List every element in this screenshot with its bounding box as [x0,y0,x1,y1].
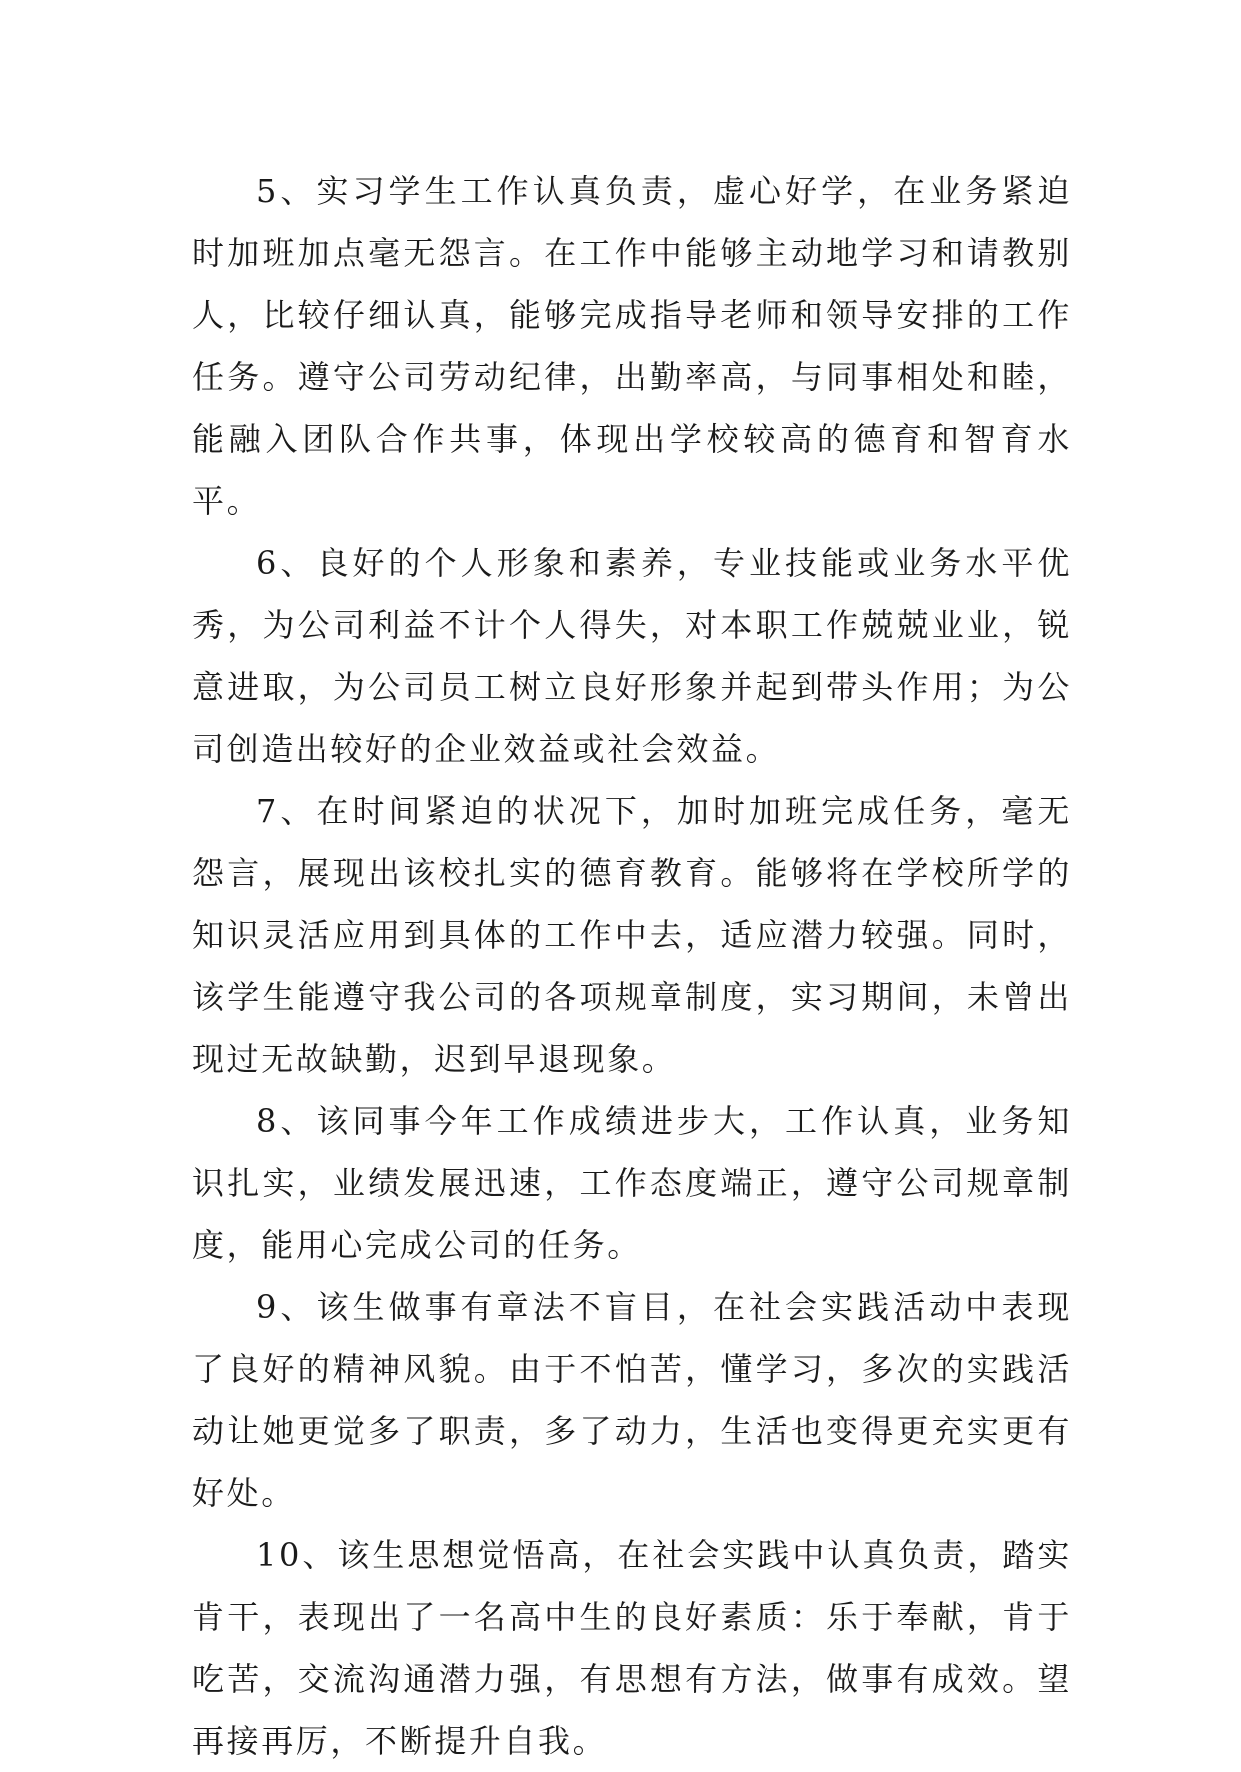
paragraph-9: 9、该生做事有章法不盲目，在社会实践活动中表现了良好的精神风貌。由于不怕苦，懂学习，多次的实践活动让她更觉多了职责，多了动力，生活也变得更充实更有好处。 [192,1288,1072,1512]
paragraph-5: 5、实习学生工作认真负责，虚心好学，在业务紧迫时加班加点毫无怨言。在工作中能够主动地学习和请教别人，比较仔细认真，能够完成指导老师和领导安排的工作任务。遵守公司劳动纪律，出勤率高，与同事相处和睦，能融入团队合作共事，体现出学校较高的德育和智育水平。 [192,172,1072,520]
paragraph-8: 8、该同事今年工作成绩进步大，工作认真，业务知识扎实，业绩发展迅速，工作态度端正，遵守公司规章制度，能用心完成公司的任务。 [192,1102,1072,1264]
document-body [192,160,1072,1772]
paragraph-10: 10、该生思想觉悟高，在社会实践中认真负责，踏实肯干，表现出了一名高中生的良好素质：乐于奉献，肯于吃苦，交流沟通潜力强，有思想有方法，做事有成效。望再接再厉，不断提升自我。 [192,1536,1072,1760]
paragraph-6: 6、良好的个人形象和素养，专业技能或业务水平优秀，为公司利益不计个人得失，对本职工作兢兢业业，锐意进取，为公司员工树立良好形象并起到带头作用；为公司创造出较好的企业效益或社会效益。 [192,544,1072,768]
paragraph-7: 7、在时间紧迫的状况下，加时加班完成任务，毫无怨言，展现出该校扎实的德育教育。能够将在学校所学的知识灵活应用到具体的工作中去，适应潜力较强。同时，该学生能遵守我公司的各项规章制度，实习期间，未曾出现过无故缺勤，迟到早退现象。 [192,792,1072,1078]
